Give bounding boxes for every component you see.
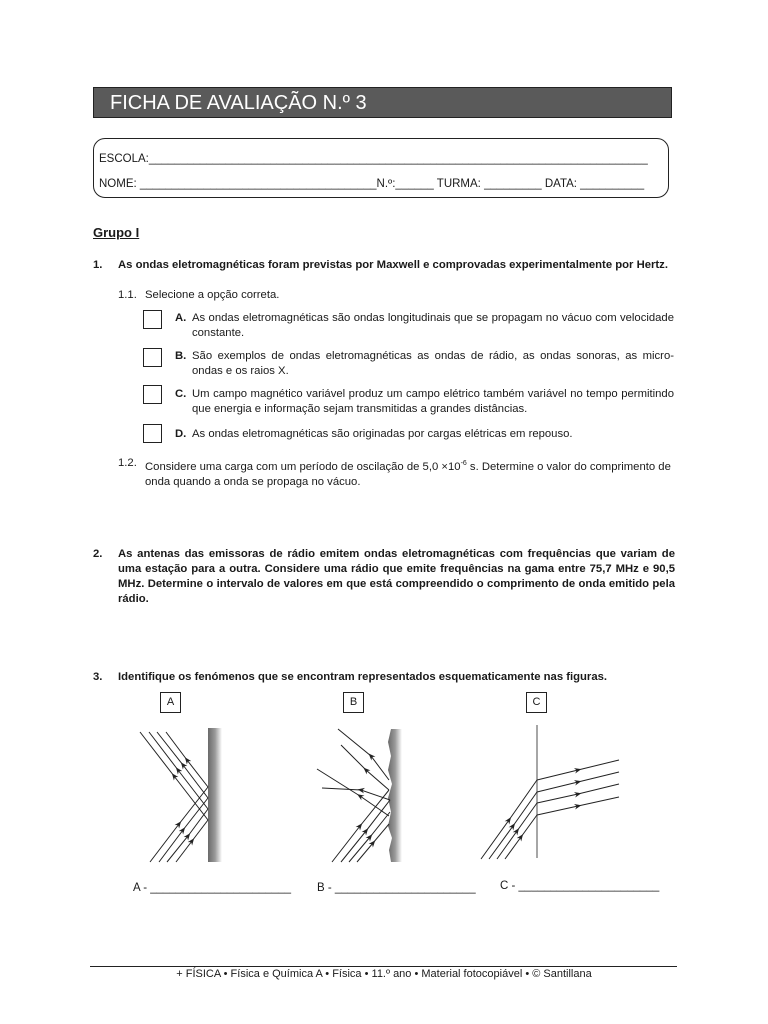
rough-surface: [388, 729, 402, 862]
option-text: As ondas eletromagnéticas são ondas longitudinais que se propagam no vácuo com velocidade constante.: [192, 312, 674, 339]
option-letter: D.: [175, 428, 187, 440]
question-number: 1.1.: [118, 289, 137, 301]
question-number: 1.2.: [118, 457, 137, 469]
figure-b-diffuse-reflection: [317, 729, 402, 862]
question-text: As antenas das emissoras de rádio emitem ondas eletromagnéticas com frequências que variam de uma estação para a outra. Considere uma rádio que emite frequências na gama entre 75,7 MHz e 90,5 MHz. Determine o intervalo de valores em que está compreendido o comprimento de onda emitido pela rádio.: [118, 548, 675, 605]
figure-c-refraction: [481, 725, 619, 859]
question-number: 3.: [93, 671, 103, 683]
question-text: Selecione a opção correta.: [145, 289, 280, 301]
question-text: s. Determine o valor do comprimento de onda quando a onda se propaga no vácuo.: [145, 460, 671, 488]
option-text: Um campo magnético variável produz um campo elétrico também variável no tempo permitindo que energia e informação sejam transmitidas a grandes distâncias.: [192, 388, 674, 415]
option-text: São exemplos de ondas eletromagnéticas as ondas de rádio, as ondas sonoras, as micro-ondas e os raios X.: [192, 350, 674, 377]
answer-c-field[interactable]: C - ______________________: [500, 880, 660, 892]
mirror: [208, 728, 222, 862]
figure-a-reflection: [140, 728, 222, 862]
option-letter: C.: [175, 388, 187, 400]
figure-label-b: B: [343, 692, 364, 713]
question-number: 2.: [93, 548, 103, 560]
group-heading: Grupo I: [93, 225, 140, 240]
question-text: Considere uma carga com um período de oscilação de 5,0 ×10: [145, 460, 461, 473]
page-title: FICHA DE AVALIAÇÃO N.º 3: [110, 92, 367, 114]
question-number: 1.: [93, 259, 103, 271]
question-text: Identifique os fenómenos que se encontram representados esquematicamente nas figuras.: [118, 671, 608, 683]
exponent: -6: [460, 460, 467, 467]
option-text: As ondas eletromagnéticas são originadas por cargas elétricas em repouso.: [192, 428, 573, 440]
answer-a-field[interactable]: A - ______________________: [133, 882, 291, 894]
option-letter: B.: [175, 350, 187, 362]
question-text: As ondas eletromagnéticas foram previstas por Maxwell e comprovadas experimentalmente por Hertz.: [118, 259, 668, 271]
figure-label-c: C: [526, 692, 547, 713]
option-letter: A.: [175, 312, 187, 324]
name-number-class-date-fields[interactable]: NOME: _____________________________________N.º:______ TURMA: _________ DATA: __________: [99, 178, 645, 190]
footer-divider: [90, 966, 677, 967]
footer-text: + FÍSICA • Física e Química A • Física • 11.º ano • Material fotocopiável • © Santillana: [176, 968, 592, 980]
figure-label-a: A: [160, 692, 181, 713]
answer-b-field[interactable]: B - ______________________: [317, 882, 476, 894]
school-field[interactable]: ESCOLA:______________________________________________________________________________: [99, 153, 648, 165]
